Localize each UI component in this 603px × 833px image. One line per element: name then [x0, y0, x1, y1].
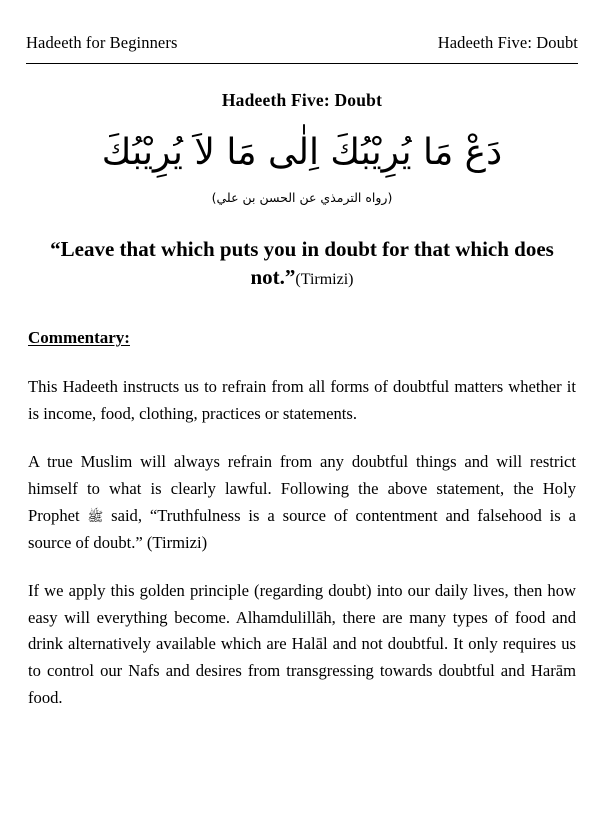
arabic-narration-source: (رواه الترمذي عن الحسن بن علي) — [211, 190, 393, 206]
running-header — [26, 33, 578, 53]
commentary-paragraph-2 — [28, 449, 576, 557]
paragraph-2-text-before-glyph: A true Muslim will always refrain from any doubtful things and will restrict himself to what is clearly lawful. Following the above statement, the Holy Prophet — [28, 452, 576, 525]
paragraph-2-text-after-glyph: said, “Truthfulness is a source of contentment and falsehood is a source of doubt.” (Tirmizi) — [28, 505, 576, 552]
commentary-heading: Commentary: — [28, 328, 130, 348]
translation-attribution: (Tirmizi) — [295, 271, 354, 289]
header-divider-rule — [26, 63, 578, 64]
document-content — [28, 84, 576, 712]
sallallahu-alayhi-wasallam-icon: ﷺ — [87, 509, 104, 525]
header-chapter-title: Hadeeth Five: Doubt — [437, 33, 578, 52]
english-translation — [28, 235, 576, 292]
arabic-hadeeth-text: دَعْ مَا يُرِيْبُكَ اِلٰى مَا لاَ يُرِيْبُكَ — [101, 132, 503, 173]
header-book-title: Hadeeth for Beginners — [26, 33, 178, 52]
commentary-paragraph-1: This Hadeeth instructs us to refrain from all forms of doubtful matters whether it is income, food, clothing, practices or statements. — [28, 377, 576, 424]
commentary-paragraph-3: If we apply this golden principle (regarding doubt) into our daily lives, then how easy will everything become. Alhamdulillāh, there are many types of food and drink alternatively available which are Halāl and not doubtful. It only requires us to control our Nafs and desires from transgressing towards doubtful and Harām food. — [28, 580, 576, 708]
page-title: Hadeeth Five: Doubt — [221, 90, 383, 110]
translation-quote: “Leave that which puts you in doubt for that which does not.” — [50, 236, 554, 290]
